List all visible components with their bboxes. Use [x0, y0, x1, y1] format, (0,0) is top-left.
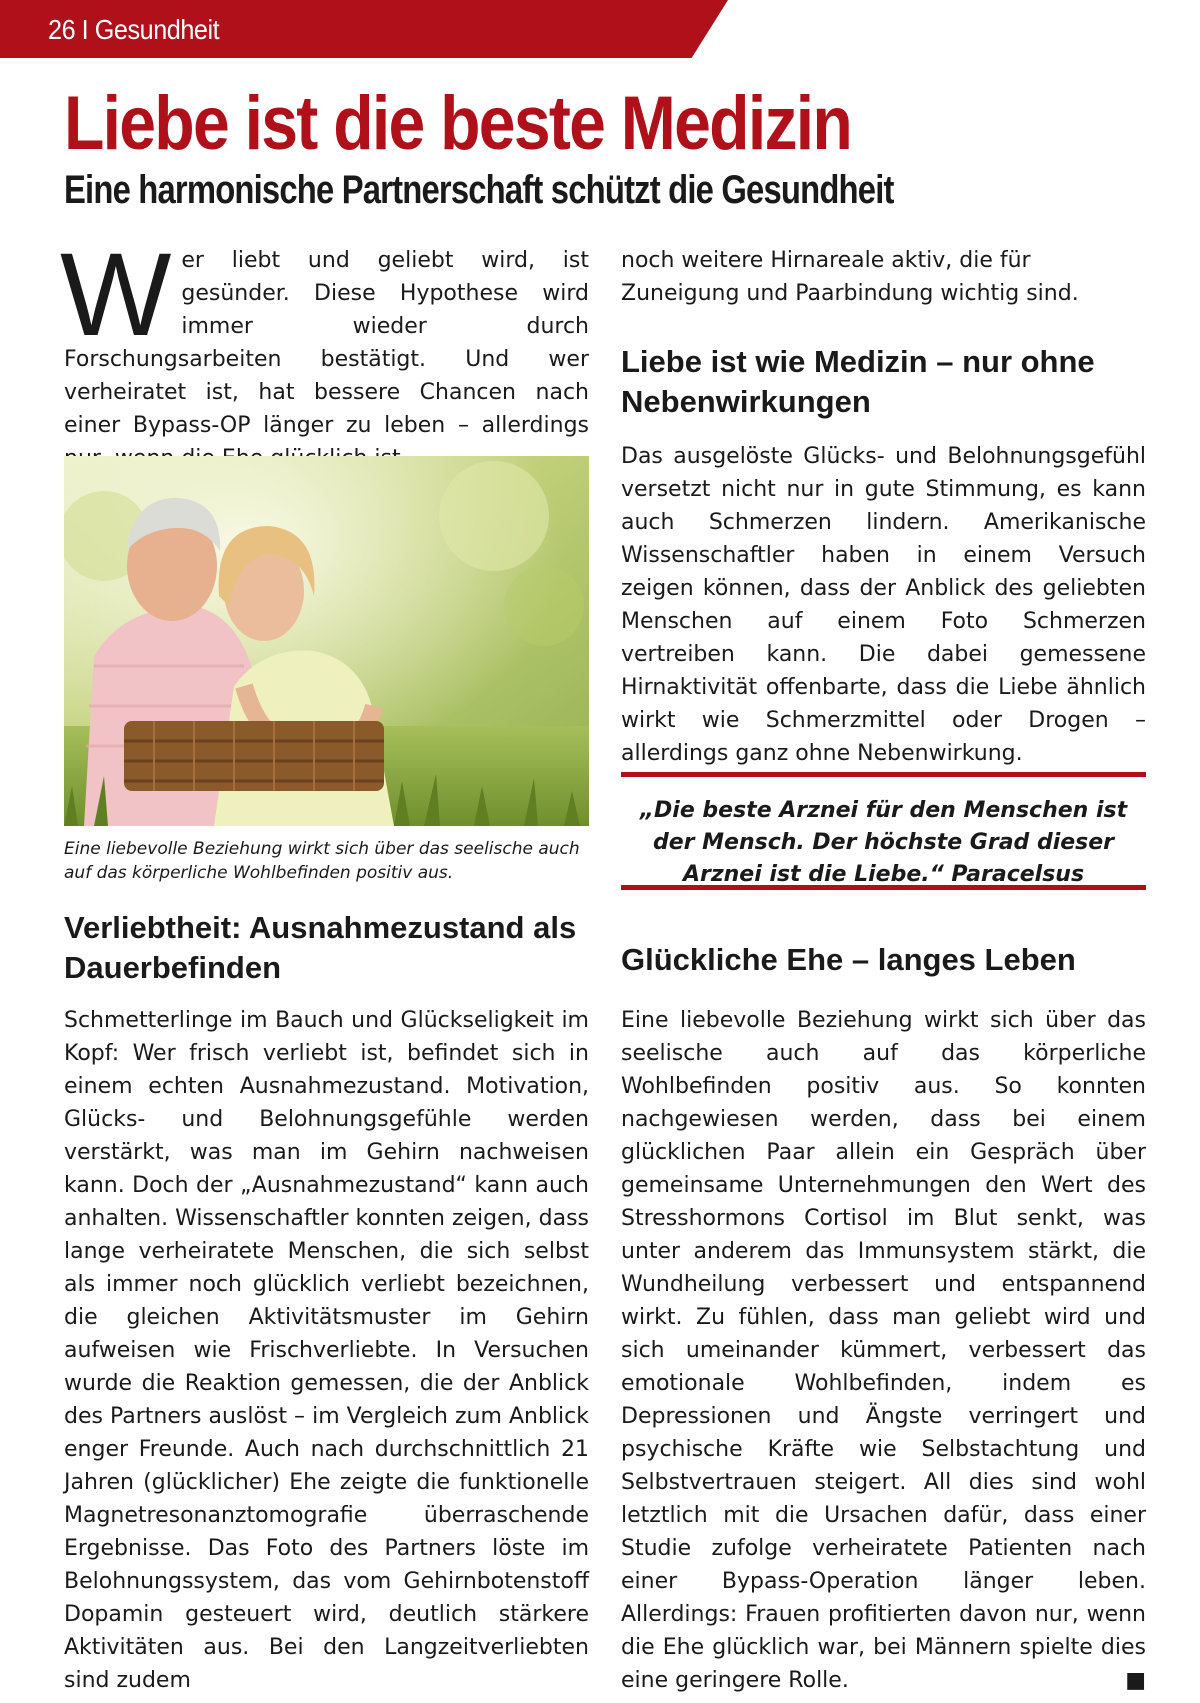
section-text-medizin: Das ausgelöste Glücks- und Belohnungsgefühl versetzt nicht nur in gute Stimmung, es kann auch Schmerzen lindern. Amerikanische Wissenschaftler haben in einem Versuch zeigen können, dass der Anblick des geliebten Menschen auf einem Foto Schmerzen vertreiben kann. Die dabei gemessene Hirnaktivität offenbarte, dass die Liebe ähnlich wirkt wie Schmerzmittel oder Drogen – allerdings ganz ohne Nebenwirkung.: [621, 444, 1146, 766]
intro-text: er liebt und geliebt wird, ist gesünder. Diese Hypothese wird immer wieder durch Forschungsarbeiten bestätigt. Und wer verheiratet ist, hat bessere Chancen nach einer Bypass-OP länger zu leben – allerdings: [64, 248, 589, 438]
article-subheadline: Eine harmonische Partnerschaft schützt die Gesundheit: [64, 168, 894, 212]
couple-photo: [64, 456, 589, 826]
section-body-ehe: [621, 1004, 1146, 1697]
end-mark-icon: ■: [1125, 1668, 1146, 1693]
pull-quote-box: [621, 772, 1146, 890]
photo-senior-couple-icon: [64, 456, 589, 826]
section-text-ehe: Eine liebevolle Beziehung wirkt sich über das seelische auch auf das körperliche Wohlbefinden positiv aus. So konnten nachgewiesen werden, dass bei einem glücklichen Paar allein ein Gespräch über gemeinsame Unternehmungen den Wert des Stresshormons Cortisol im Blut senkt, was unter anderem das Immunsystem stärkt, die Wundheilung verbessert und entspannend wirkt. Zu fühlen, dass man geliebt wird und sich umeinander kümmert, verbessert das emotionale Wohlbefinden, indem es Depressionen und Ängste verringert und psychische Kräfte wie Selbstachtung und Selbstvertrauen steigert. All dies sind wohl letztlich mit die Ursachen dafür, dass einer Studie zufolge verheiratete Patienten nach einer Bypass-Operation länger leben. Allerdings: Frauen profitierten davon nur, wenn die Ehe glücklich war, bei Männern spielte dies eine geringere Rolle.: [621, 1008, 1146, 1693]
article-headline: Liebe ist die beste Medizin: [64, 81, 852, 166]
section-heading-medizin: Liebe ist wie Medizin – nur ohne Nebenwirkungen: [621, 344, 1095, 419]
pull-quote: „Die beste Arznei für den Menschen ist der Mensch. Der höchste Grad dieser Arznei ist die Liebe.“ Paracelsus: [639, 798, 1128, 887]
section-body-medizin: [621, 440, 1146, 770]
intro-paragraph: [60, 229, 589, 475]
section-tab-label: 26 I Gesundheit: [48, 14, 220, 45]
continued-paragraph: [621, 244, 1146, 310]
drop-cap: W: [60, 229, 172, 361]
continued-text: noch weitere Hirnareale aktiv, die für Zuneigung und Paarbindung wichtig sind.: [621, 248, 1079, 306]
section-body-verliebtheit: [64, 1004, 589, 1697]
section-heading-verliebtheit: Verliebtheit: Ausnahmezustand als Dauerbefinden: [64, 910, 577, 985]
section-text-verliebtheit: Schmetterlinge im Bauch und Glückseligkeit im Kopf: Wer frisch verliebt ist, befindet sich in einem echten Ausnahmezustand. Motivation, Glücks- und Belohnungsgefühle werden verstärkt, was man im Gehirn nachweisen kann. Doch der „Ausnahmezustand“ kann auch anhalten. Wissenschaftler konnten zeigen, dass lange verheiratete Menschen, die sich selbst als immer noch glücklich verliebt bezeichnen, die gleichen Aktivitätsmuster im Gehirn aufweisen wie Frischverliebte. In Versuchen wurde die Reaktion gemessen, die der Anblick des Partners auslöst – im Vergleich zum Anblick enger Freunde. Auch nach durchschnittlich 21 Jahren (glücklicher) Ehe zeigte die funktionelle Magnetresonanztomografie überraschende Ergebnisse. Das Foto des Partners löste im Belohnungssystem, das vom Gehirnbotenstoff Dopamin gesteuert wird, deutlich stärkere Aktivitäten aus. Bei den Langzeitverliebten sind zudem: [64, 1008, 589, 1693]
section-heading-ehe: Glückliche Ehe – langes Leben: [621, 942, 1076, 977]
photo-caption: Eine liebevolle Beziehung wirkt sich über das seelische auch auf das körperliche Wohlbefinden positiv aus.: [64, 839, 580, 883]
